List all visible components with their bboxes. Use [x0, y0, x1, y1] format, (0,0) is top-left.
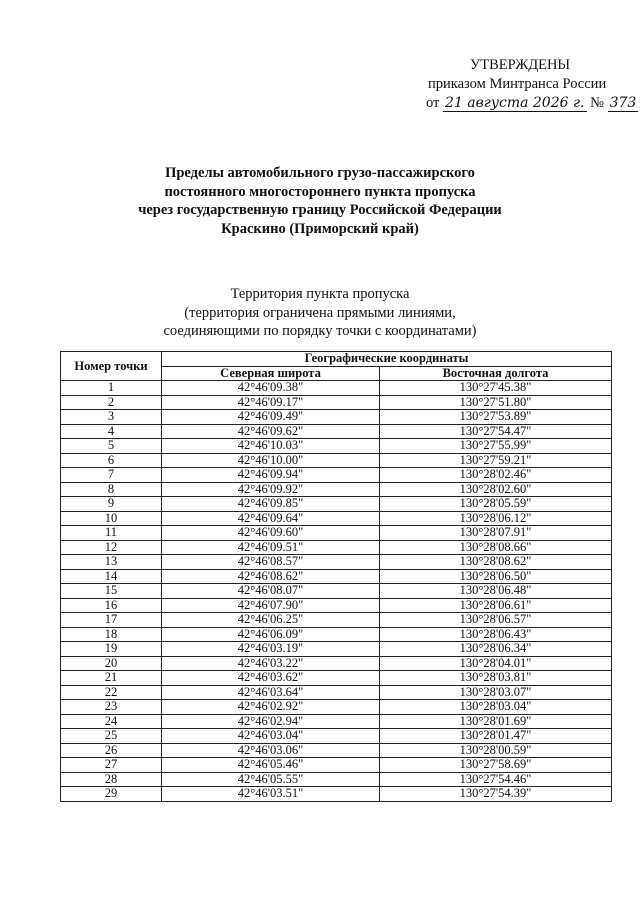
- longitude-cell: 130°28'05.59": [380, 497, 612, 512]
- longitude-cell: 130°27'53.89": [380, 410, 612, 425]
- longitude-cell: 130°28'03.81": [380, 671, 612, 686]
- point-number-cell: 3: [61, 410, 162, 425]
- table-row: [61, 743, 612, 758]
- header-coordinates: Географические координаты: [162, 352, 612, 367]
- longitude-cell: 130°28'06.12": [380, 511, 612, 526]
- point-number-cell: 25: [61, 729, 162, 744]
- latitude-cell: 42°46'09.64": [162, 511, 380, 526]
- latitude-cell: 42°46'03.62": [162, 671, 380, 686]
- table-row: [61, 700, 612, 715]
- latitude-cell: 42°46'09.17": [162, 395, 380, 410]
- table-row: [61, 439, 612, 454]
- latitude-cell: 42°46'09.38": [162, 381, 380, 396]
- longitude-cell: 130°28'07.91": [380, 526, 612, 541]
- point-number-cell: 15: [61, 584, 162, 599]
- longitude-cell: 130°28'08.62": [380, 555, 612, 570]
- longitude-cell: 130°28'01.69": [380, 714, 612, 729]
- latitude-cell: 42°46'10.00": [162, 453, 380, 468]
- longitude-cell: 130°28'06.57": [380, 613, 612, 628]
- latitude-cell: 42°46'02.94": [162, 714, 380, 729]
- subtitle-line: (территория ограничена прямыми линиями,: [184, 304, 456, 321]
- latitude-cell: 42°46'09.60": [162, 526, 380, 541]
- latitude-cell: 42°46'09.62": [162, 424, 380, 439]
- latitude-cell: 42°46'03.22": [162, 656, 380, 671]
- point-number-cell: 28: [61, 772, 162, 787]
- point-number-cell: 5: [61, 439, 162, 454]
- point-number-cell: 22: [61, 685, 162, 700]
- table-row: [61, 598, 612, 613]
- point-number-cell: 17: [61, 613, 162, 628]
- latitude-cell: 42°46'10.03": [162, 439, 380, 454]
- point-number-cell: 6: [61, 453, 162, 468]
- table-row: [61, 511, 612, 526]
- longitude-cell: 130°28'06.61": [380, 598, 612, 613]
- table-row: [61, 627, 612, 642]
- point-number-cell: 2: [61, 395, 162, 410]
- title-line: постоянного многостороннего пункта пропуска: [164, 183, 476, 200]
- point-number-cell: 23: [61, 700, 162, 715]
- approval-date-line: [426, 94, 638, 112]
- table-row: [61, 729, 612, 744]
- longitude-cell: 130°28'01.47": [380, 729, 612, 744]
- point-number-cell: 27: [61, 758, 162, 773]
- point-number-cell: 24: [61, 714, 162, 729]
- table-row: [61, 787, 612, 802]
- latitude-cell: 42°46'09.85": [162, 497, 380, 512]
- longitude-cell: 130°28'06.50": [380, 569, 612, 584]
- latitude-cell: 42°46'08.07": [162, 584, 380, 599]
- approval-order: приказом Минтранса России: [428, 76, 607, 92]
- latitude-cell: 42°46'06.25": [162, 613, 380, 628]
- latitude-cell: 42°46'09.49": [162, 410, 380, 425]
- point-number-cell: 8: [61, 482, 162, 497]
- longitude-cell: 130°28'03.07": [380, 685, 612, 700]
- longitude-cell: 130°27'55.99": [380, 439, 612, 454]
- table-body: [61, 381, 612, 802]
- latitude-cell: 42°46'03.06": [162, 743, 380, 758]
- table-row: [61, 497, 612, 512]
- handwritten-number: 373: [609, 95, 637, 111]
- table-row: [61, 410, 612, 425]
- table-row: [61, 424, 612, 439]
- point-number-cell: 21: [61, 671, 162, 686]
- table-row: [61, 540, 612, 555]
- table-row: [61, 671, 612, 686]
- latitude-cell: 42°46'06.09": [162, 627, 380, 642]
- latitude-cell: 42°46'03.19": [162, 642, 380, 657]
- table-row: [61, 772, 612, 787]
- section-subtitle: [0, 285, 640, 341]
- title-line: Краскино (Приморский край): [221, 220, 419, 237]
- document-title: [0, 164, 640, 238]
- table-row: [61, 526, 612, 541]
- latitude-cell: 42°46'09.92": [162, 482, 380, 497]
- approval-heading: УТВЕРЖДЕНЫ: [470, 57, 571, 73]
- table-row: [61, 395, 612, 410]
- table-row: [61, 685, 612, 700]
- table-row: [61, 584, 612, 599]
- point-number-cell: 11: [61, 526, 162, 541]
- table-row: [61, 656, 612, 671]
- table-row: [61, 482, 612, 497]
- table-row: [61, 468, 612, 483]
- point-number-cell: 12: [61, 540, 162, 555]
- latitude-cell: 42°46'03.64": [162, 685, 380, 700]
- latitude-cell: 42°46'09.51": [162, 540, 380, 555]
- longitude-cell: 130°28'03.04": [380, 700, 612, 715]
- latitude-cell: 42°46'08.57": [162, 555, 380, 570]
- point-number-cell: 18: [61, 627, 162, 642]
- longitude-cell: 130°28'02.46": [380, 468, 612, 483]
- table-row: [61, 453, 612, 468]
- point-number-cell: 26: [61, 743, 162, 758]
- longitude-cell: 130°27'54.46": [380, 772, 612, 787]
- table-row: [61, 642, 612, 657]
- longitude-cell: 130°27'54.39": [380, 787, 612, 802]
- latitude-cell: 42°46'03.04": [162, 729, 380, 744]
- point-number-cell: 9: [61, 497, 162, 512]
- handwritten-date: 21 августа 2026 г.: [445, 95, 585, 111]
- latitude-cell: 42°46'02.92": [162, 700, 380, 715]
- title-line: через государственную границу Российской Федерации: [138, 202, 502, 218]
- latitude-cell: 42°46'05.46": [162, 758, 380, 773]
- latitude-cell: 42°46'07.90": [162, 598, 380, 613]
- point-number-cell: 14: [61, 569, 162, 584]
- point-number-cell: 19: [61, 642, 162, 657]
- coordinates-table: [60, 351, 612, 802]
- table-row: [61, 555, 612, 570]
- point-number-cell: 13: [61, 555, 162, 570]
- title-line: Пределы автомобильного грузо-пассажирского: [165, 165, 475, 181]
- latitude-cell: 42°46'09.94": [162, 468, 380, 483]
- longitude-cell: 130°27'59.21": [380, 453, 612, 468]
- longitude-cell: 130°28'06.43": [380, 627, 612, 642]
- latitude-cell: 42°46'03.51": [162, 787, 380, 802]
- longitude-cell: 130°27'58.69": [380, 758, 612, 773]
- table-row: [61, 714, 612, 729]
- point-number-cell: 7: [61, 468, 162, 483]
- point-number-cell: 1: [61, 381, 162, 396]
- subtitle-line: соединяющими по порядку точки с координатами): [163, 323, 477, 339]
- number-prefix: №: [590, 95, 604, 111]
- longitude-cell: 130°27'51.80": [380, 395, 612, 410]
- header-longitude: Восточная долгота: [380, 366, 612, 381]
- longitude-cell: 130°28'08.66": [380, 540, 612, 555]
- point-number-cell: 16: [61, 598, 162, 613]
- table-row: [61, 758, 612, 773]
- date-prefix: от: [426, 95, 440, 111]
- longitude-cell: 130°28'04.01": [380, 656, 612, 671]
- longitude-cell: 130°27'54.47": [380, 424, 612, 439]
- longitude-cell: 130°28'02.60": [380, 482, 612, 497]
- latitude-cell: 42°46'08.62": [162, 569, 380, 584]
- table-row: [61, 381, 612, 396]
- header-latitude: Северная широта: [162, 366, 380, 381]
- point-number-cell: 29: [61, 787, 162, 802]
- table-row: [61, 569, 612, 584]
- table-row: [61, 613, 612, 628]
- header-point-number: Номер точки: [61, 352, 162, 381]
- subtitle-line: Территория пункта пропуска: [230, 286, 410, 302]
- longitude-cell: 130°28'06.48": [380, 584, 612, 599]
- longitude-cell: 130°28'06.34": [380, 642, 612, 657]
- longitude-cell: 130°28'00.59": [380, 743, 612, 758]
- point-number-cell: 20: [61, 656, 162, 671]
- point-number-cell: 10: [61, 511, 162, 526]
- point-number-cell: 4: [61, 424, 162, 439]
- latitude-cell: 42°46'05.55": [162, 772, 380, 787]
- longitude-cell: 130°27'45.38": [380, 381, 612, 396]
